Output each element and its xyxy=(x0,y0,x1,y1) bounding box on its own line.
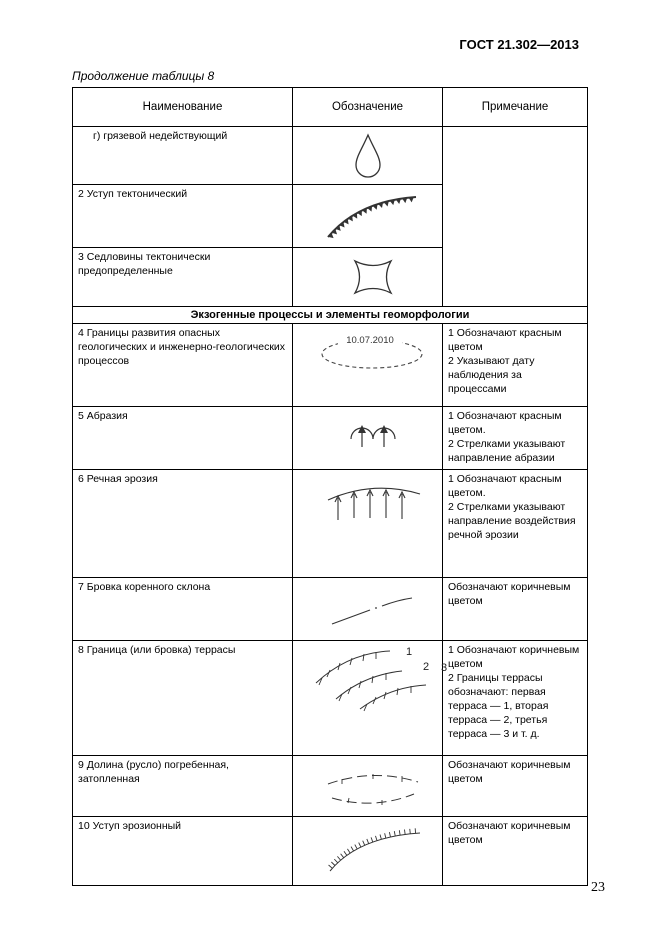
dashed-ellipse-symbol xyxy=(293,324,443,407)
terrace-symbol xyxy=(293,641,448,756)
scarp-tick xyxy=(363,841,365,846)
row-note xyxy=(443,470,588,578)
scarp-tick xyxy=(331,862,335,866)
scarp-tick xyxy=(385,833,386,838)
table-row xyxy=(73,407,588,470)
scarp-tick xyxy=(341,854,344,858)
observation-date-label: 10.07.2010 xyxy=(346,335,394,346)
table-row xyxy=(73,578,588,641)
table-row xyxy=(73,641,588,756)
scarp-tick xyxy=(359,843,361,847)
row-note xyxy=(443,817,588,886)
row-name: 5 Абразия xyxy=(73,407,293,470)
river-erosion-symbol xyxy=(293,470,443,578)
scarp-tick xyxy=(371,837,373,842)
scarp-tick xyxy=(410,829,411,834)
erosion-scarp-symbol xyxy=(293,817,443,886)
note-line: 2 Указывают дату наблюдения за процессами xyxy=(448,355,535,395)
scarp-tick xyxy=(355,845,357,849)
row-name: 3 Седловины тектонически предопределенные xyxy=(73,248,293,307)
row-note xyxy=(443,324,588,407)
page-number: 23 xyxy=(591,880,605,895)
row-name: г) грязевой недействующий xyxy=(73,127,293,185)
note-line: 2 Границы террасы обозначают: первая терраса — 1, вторая терраса — 2, третья терраса — 3 и т. д. xyxy=(448,672,549,740)
scarp-tick xyxy=(367,839,369,844)
scarp-tick xyxy=(399,830,400,835)
row-name: 7 Бровка коренного склона xyxy=(73,578,293,641)
scarp-tooth xyxy=(402,198,407,203)
note-line: 2 Стрелками указывают направление воздействия речной эрозии xyxy=(448,501,576,541)
note-line: 1 Обозначают коричневым цветом xyxy=(448,644,580,670)
scarp-tooth xyxy=(409,197,414,202)
scarp-tick xyxy=(380,834,381,839)
section-row xyxy=(73,307,588,324)
terrace-label-1: 1 xyxy=(406,646,413,658)
scarp-tick xyxy=(351,847,354,851)
table-row xyxy=(73,324,588,407)
drop-symbol xyxy=(293,127,443,185)
row-name: 10 Уступ эрозионный xyxy=(73,817,293,886)
scarp-tick xyxy=(404,829,405,834)
symbols-table xyxy=(72,87,588,886)
scarp-tick xyxy=(337,856,340,860)
note-line: 1 Обозначают красным цветом. xyxy=(448,410,562,436)
standard-code: ГОСТ 21.302—2013 xyxy=(459,37,579,52)
terrace-label-3: 3 xyxy=(441,662,448,674)
note-line: 2 Стрелками указывают направление абразии xyxy=(448,438,566,464)
row-name: 4 Границы развития опасных геологических и инженерно-геологических процессов xyxy=(73,324,293,407)
column-header-symbol: Обозначение xyxy=(293,88,443,127)
note-line: 1 Обозначают красным цветом. xyxy=(448,473,562,499)
scarp-tick xyxy=(334,859,337,863)
column-header-note: Примечание xyxy=(443,88,588,127)
note-cell-empty xyxy=(443,127,588,307)
scarp-tick xyxy=(375,836,377,841)
row-note xyxy=(443,407,588,470)
row-name: 9 Долина (русло) погребенная, затопленная xyxy=(73,756,293,817)
note-line: Обозначают коричневым цветом xyxy=(448,820,571,846)
note-line: 1 Обозначают красным цветом xyxy=(448,327,562,353)
tectonic-scarp-symbol xyxy=(293,185,443,248)
section-title: Экзогенные процессы и элементы геоморфологии xyxy=(73,307,588,324)
row-note xyxy=(443,756,588,817)
row-note xyxy=(443,641,588,756)
scarp-tick xyxy=(394,831,395,836)
table-row xyxy=(73,127,588,185)
scarp-tick xyxy=(329,865,333,868)
row-name: 2 Уступ тектонический xyxy=(73,185,293,248)
column-header-name: Наименование xyxy=(73,88,293,127)
table-row xyxy=(73,817,588,886)
row-name: 6 Речная эрозия xyxy=(73,470,293,578)
table-row xyxy=(73,470,588,578)
terrace-label-2: 2 xyxy=(423,661,430,673)
scarp-tooth xyxy=(396,199,401,204)
note-line: Обозначают коричневым цветом xyxy=(448,759,571,785)
scarp-tick xyxy=(344,851,347,855)
scarp-tick xyxy=(389,832,390,837)
slope-edge-symbol xyxy=(293,578,443,641)
row-note xyxy=(443,578,588,641)
abrasion-symbol xyxy=(293,407,443,470)
saddle-symbol xyxy=(293,248,443,307)
table-row xyxy=(73,756,588,817)
note-line: Обозначают коричневым цветом xyxy=(448,581,571,607)
buried-valley-symbol xyxy=(293,756,443,817)
row-name: 8 Граница (или бровка) террасы xyxy=(73,641,293,756)
scarp-tick xyxy=(347,849,350,853)
table-header-row xyxy=(73,88,588,127)
table-continuation-caption: Продолжение таблицы 8 xyxy=(72,69,215,83)
